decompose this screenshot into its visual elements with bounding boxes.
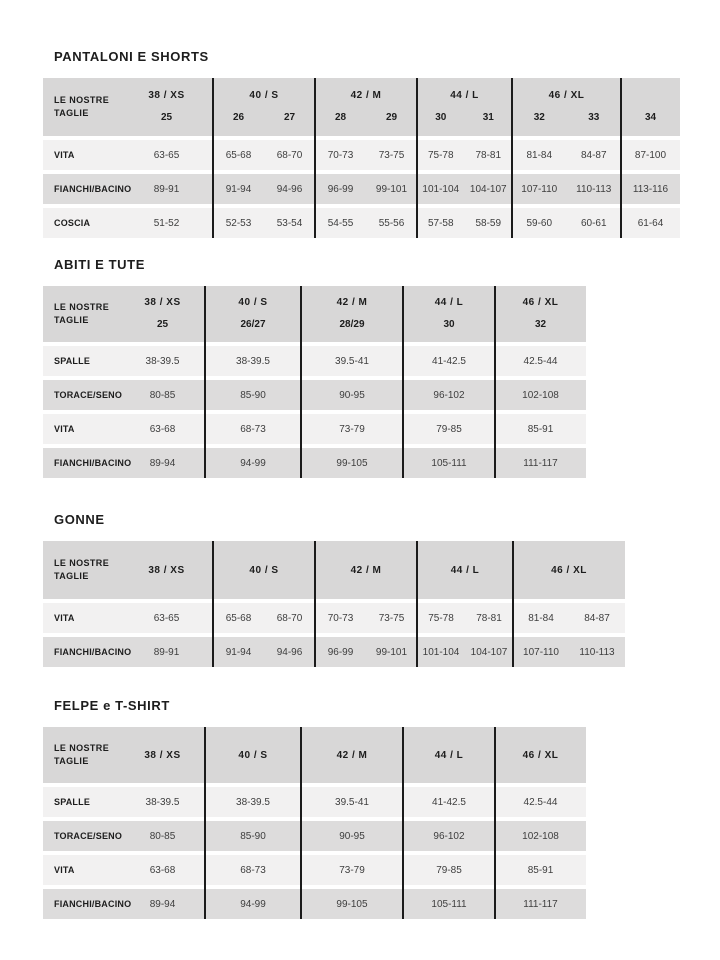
size-range-cell: 85-90 <box>240 830 266 842</box>
size-range-cell: 42.5-44 <box>523 355 558 367</box>
corner-label-line: LE NOSTRE <box>54 558 110 568</box>
size-range-cell: 102-108 <box>522 830 559 842</box>
size-group-numbers <box>621 111 680 125</box>
size-group-label: 46 / XL <box>551 564 587 576</box>
size-number: 26/27 <box>240 319 266 330</box>
column-divider-line <box>416 78 418 238</box>
size-group-header <box>495 286 586 342</box>
size-number: 25 <box>160 112 173 123</box>
measure-row <box>43 140 680 170</box>
measure-row <box>43 380 586 410</box>
size-range-cell: 75-78 <box>427 149 454 161</box>
size-range-cell: 105-111 <box>431 898 467 910</box>
size-range-cell: 91-94 <box>225 646 252 658</box>
size-range-cell: 63-68 <box>149 864 176 876</box>
size-range-cell: 52-53 <box>225 217 252 229</box>
size-range-cell: 84-87 <box>584 612 610 624</box>
measure-row <box>43 603 625 633</box>
size-range-cell: 85-91 <box>527 864 554 876</box>
size-group-label: 40 / S <box>238 749 268 761</box>
size-range-cell: 68-70 <box>276 612 303 624</box>
size-range-cell: 94-96 <box>276 646 303 658</box>
column-divider-line <box>300 286 302 478</box>
measure-row <box>43 346 586 376</box>
size-range-cell: 87-100 <box>634 149 667 161</box>
size-number: 28/29 <box>339 319 365 330</box>
size-number: 34 <box>644 112 657 123</box>
size-range-cell: 89-91 <box>153 183 180 195</box>
size-group-header <box>403 727 495 783</box>
size-group-label <box>621 89 680 103</box>
size-group-header <box>213 78 315 136</box>
size-group-label: 42 / M <box>350 90 382 101</box>
size-range-cell: 73-75 <box>378 149 405 161</box>
size-group-header <box>205 727 301 783</box>
size-group-numbers <box>315 111 417 125</box>
size-group-label: 40 / S <box>249 564 279 576</box>
size-range-cell: 68-70 <box>276 149 303 161</box>
measure-row-label: SPALLE <box>54 356 91 366</box>
size-table <box>43 727 586 919</box>
measure-row-label: VITA <box>54 150 75 160</box>
table-header <box>43 286 586 342</box>
column-divider-line <box>511 78 513 238</box>
size-range-cell: 63-65 <box>153 612 180 624</box>
table-header <box>43 78 680 136</box>
size-range-cell: 104-107 <box>470 646 508 658</box>
size-range-cell: 73-75 <box>378 612 405 624</box>
size-table <box>43 541 625 667</box>
size-group-header <box>403 286 495 342</box>
size-group-label: 46 / XL <box>522 749 559 761</box>
column-divider-line <box>204 727 206 919</box>
measure-row-label: COSCIA <box>54 218 91 228</box>
column-divider-line <box>494 727 496 919</box>
size-range-cell: 104-107 <box>469 183 507 195</box>
section-title: GONNE <box>54 512 105 527</box>
size-range-cell: 63-68 <box>149 423 176 435</box>
size-group-header <box>512 78 621 136</box>
size-range-cell: 60-61 <box>580 217 607 229</box>
measure-row <box>43 821 586 851</box>
size-number: 29 <box>385 112 398 123</box>
corner-label <box>43 78 120 136</box>
corner-label-line: LE NOSTRE <box>54 95 110 105</box>
size-group-header <box>120 78 213 136</box>
size-range-cell: 89-94 <box>149 898 176 910</box>
size-range-cell: 89-94 <box>149 457 176 469</box>
size-group-label: 38 / XS <box>148 564 185 576</box>
size-range-cell: 85-91 <box>527 423 554 435</box>
measure-row <box>43 787 586 817</box>
size-range-cell: 105-111 <box>431 457 467 469</box>
size-range-cell: 65-68 <box>225 149 252 161</box>
corner-label <box>43 541 120 599</box>
size-group-header <box>417 78 512 136</box>
measure-row <box>43 637 625 667</box>
size-group-header <box>315 541 417 599</box>
column-divider-line <box>494 286 496 478</box>
size-group-numbers <box>512 111 621 125</box>
size-group-numbers <box>417 111 512 125</box>
size-group-header <box>301 727 403 783</box>
column-divider-line <box>314 541 316 667</box>
section-title: ABITI E TUTE <box>54 257 145 272</box>
size-range-cell: 51-52 <box>153 217 180 229</box>
size-range-cell: 70-73 <box>327 612 354 624</box>
size-range-cell: 73-79 <box>339 423 365 435</box>
size-range-cell: 99-105 <box>336 898 368 910</box>
size-range-cell: 38-39.5 <box>145 796 180 808</box>
size-range-cell: 54-55 <box>327 217 354 229</box>
size-range-cell: 81-84 <box>526 149 553 161</box>
size-range-cell: 113-116 <box>632 183 669 195</box>
size-range-cell: 89-91 <box>153 646 180 658</box>
size-range-cell: 65-68 <box>225 612 252 624</box>
size-range-cell: 78-81 <box>476 612 502 624</box>
section-title: PANTALONI E SHORTS <box>54 49 209 64</box>
size-range-cell: 58-59 <box>475 217 502 229</box>
size-group-label: 38 / XS <box>148 90 185 101</box>
size-range-cell: 84-87 <box>580 149 607 161</box>
corner-label-line: TAGLIE <box>54 571 89 581</box>
measure-row-label: VITA <box>54 424 75 434</box>
size-range-cell: 73-79 <box>339 864 365 876</box>
size-group-header <box>120 727 205 783</box>
size-range-cell: 107-110 <box>523 646 559 658</box>
size-table <box>43 78 680 238</box>
size-number: 33 <box>588 112 600 123</box>
size-range-cell: 63-65 <box>153 149 180 161</box>
column-divider-line <box>300 727 302 919</box>
size-group-label: 44 / L <box>434 749 464 761</box>
size-group-numbers <box>120 111 213 125</box>
size-range-cell: 53-54 <box>276 217 303 229</box>
size-number: 30 <box>435 112 447 123</box>
size-group-numbers <box>120 318 205 332</box>
measure-row <box>43 448 586 478</box>
size-group-header <box>301 286 403 342</box>
size-range-cell: 70-73 <box>327 149 354 161</box>
measure-row <box>43 174 680 204</box>
size-range-cell: 90-95 <box>339 830 365 842</box>
size-group-label: 42 / M <box>336 749 368 761</box>
size-number: 32 <box>534 319 547 330</box>
size-group-numbers <box>213 111 315 125</box>
size-range-cell: 79-85 <box>436 423 462 435</box>
size-range-cell: 111-117 <box>523 898 558 910</box>
size-range-cell: 38-39.5 <box>236 796 270 808</box>
size-group-label: 44 / L <box>434 297 464 308</box>
measure-row-label: FIANCHI/BACINO <box>54 647 132 657</box>
size-range-cell: 57-58 <box>427 217 454 229</box>
measure-row-label: VITA <box>54 613 75 623</box>
size-range-cell: 101-104 <box>422 183 460 195</box>
measure-row <box>43 855 586 885</box>
column-divider-line <box>314 78 316 238</box>
measure-row-label: TORACE/SENO <box>54 831 123 841</box>
size-range-cell: 99-101 <box>375 646 408 658</box>
size-group-numbers <box>205 318 301 332</box>
size-range-cell: 39.5-41 <box>335 796 369 808</box>
size-number: 30 <box>443 319 455 330</box>
measure-row-label: SPALLE <box>54 797 91 807</box>
size-range-cell: 94-99 <box>240 898 266 910</box>
section-title: FELPE e T-SHIRT <box>54 698 170 713</box>
measure-row-label: FIANCHI/BACINO <box>54 184 132 194</box>
size-range-cell: 91-94 <box>225 183 252 195</box>
column-divider-line <box>212 78 214 238</box>
size-number: 28 <box>334 112 347 123</box>
size-range-cell: 80-85 <box>149 389 176 401</box>
size-range-cell: 42.5-44 <box>523 796 558 808</box>
measure-row-label: VITA <box>54 865 75 875</box>
size-group-header <box>315 78 417 136</box>
corner-label-line: TAGLIE <box>54 108 89 118</box>
size-group-label: 44 / L <box>450 564 480 576</box>
size-range-cell: 94-96 <box>276 183 303 195</box>
size-range-cell: 78-81 <box>475 149 502 161</box>
size-range-cell: 110-113 <box>579 646 615 658</box>
size-group-header <box>513 541 625 599</box>
size-range-cell: 101-104 <box>422 646 460 658</box>
size-group-header <box>213 541 315 599</box>
size-range-cell: 94-99 <box>240 457 266 469</box>
size-range-cell: 38-39.5 <box>145 355 180 367</box>
column-divider-line <box>402 727 404 919</box>
size-range-cell: 81-84 <box>528 612 554 624</box>
size-range-cell: 79-85 <box>436 864 462 876</box>
size-number: 32 <box>533 112 545 123</box>
measure-row-label: FIANCHI/BACINO <box>54 899 132 909</box>
size-range-cell: 90-95 <box>339 389 365 401</box>
size-group-label: 44 / L <box>450 90 479 101</box>
corner-label-line: TAGLIE <box>54 315 89 325</box>
size-group-header <box>621 78 680 136</box>
measure-row <box>43 414 586 444</box>
size-group-label: 42 / M <box>336 297 368 308</box>
size-group-label: 38 / XS <box>144 297 181 308</box>
size-range-cell: 61-64 <box>637 217 664 229</box>
size-range-cell: 102-108 <box>522 389 559 401</box>
size-group-label: 40 / S <box>249 90 279 101</box>
size-group-numbers <box>301 318 403 332</box>
size-group-label: 38 / XS <box>144 749 181 761</box>
size-range-cell: 41-42.5 <box>432 355 466 367</box>
column-divider-line <box>416 541 418 667</box>
size-range-cell: 110-113 <box>576 183 612 195</box>
size-group-header <box>205 286 301 342</box>
size-group-label: 40 / S <box>238 297 268 308</box>
size-range-cell: 75-78 <box>428 612 454 624</box>
size-range-cell: 96-102 <box>433 389 465 401</box>
size-group-label: 46 / XL <box>522 297 559 308</box>
size-range-cell: 96-102 <box>433 830 465 842</box>
size-range-cell: 55-56 <box>378 217 405 229</box>
size-number: 26 <box>232 112 245 123</box>
column-divider-line <box>512 541 514 667</box>
size-range-cell: 96-99 <box>327 646 354 658</box>
size-group-label: 42 / M <box>350 564 382 576</box>
size-range-cell: 111-117 <box>523 457 558 469</box>
corner-label <box>43 727 120 783</box>
size-table <box>43 286 586 478</box>
size-group-numbers <box>403 318 495 332</box>
column-divider-line <box>402 286 404 478</box>
size-range-cell: 68-73 <box>240 864 266 876</box>
size-range-cell: 59-60 <box>526 217 553 229</box>
measure-row <box>43 208 680 238</box>
corner-label-line: LE NOSTRE <box>54 302 110 312</box>
size-range-cell: 38-39.5 <box>236 355 270 367</box>
measure-row-label: TORACE/SENO <box>54 390 123 400</box>
size-group-header <box>495 727 586 783</box>
measure-row <box>43 889 586 919</box>
table-header <box>43 727 586 783</box>
column-divider-line <box>212 541 214 667</box>
size-number: 31 <box>482 112 494 123</box>
size-group-header <box>120 286 205 342</box>
size-group-header <box>120 541 213 599</box>
size-group-label: 46 / XL <box>548 90 585 101</box>
column-divider-line <box>204 286 206 478</box>
size-range-cell: 68-73 <box>240 423 266 435</box>
size-range-cell: 107-110 <box>521 183 558 195</box>
size-range-cell: 99-105 <box>336 457 368 469</box>
size-range-cell: 80-85 <box>149 830 176 842</box>
size-number: 25 <box>156 319 169 330</box>
table-header <box>43 541 625 599</box>
corner-label-line: TAGLIE <box>54 756 89 766</box>
size-range-cell: 85-90 <box>240 389 266 401</box>
size-number: 27 <box>283 112 296 123</box>
size-range-cell: 99-101 <box>375 183 408 195</box>
measure-row-label: FIANCHI/BACINO <box>54 458 132 468</box>
size-range-cell: 39.5-41 <box>335 355 369 367</box>
corner-label-line: LE NOSTRE <box>54 743 110 753</box>
size-group-numbers <box>495 318 586 332</box>
column-divider-line <box>620 78 622 238</box>
size-group-header <box>417 541 513 599</box>
size-range-cell: 96-99 <box>327 183 354 195</box>
corner-label <box>43 286 120 342</box>
size-range-cell: 41-42.5 <box>432 796 466 808</box>
